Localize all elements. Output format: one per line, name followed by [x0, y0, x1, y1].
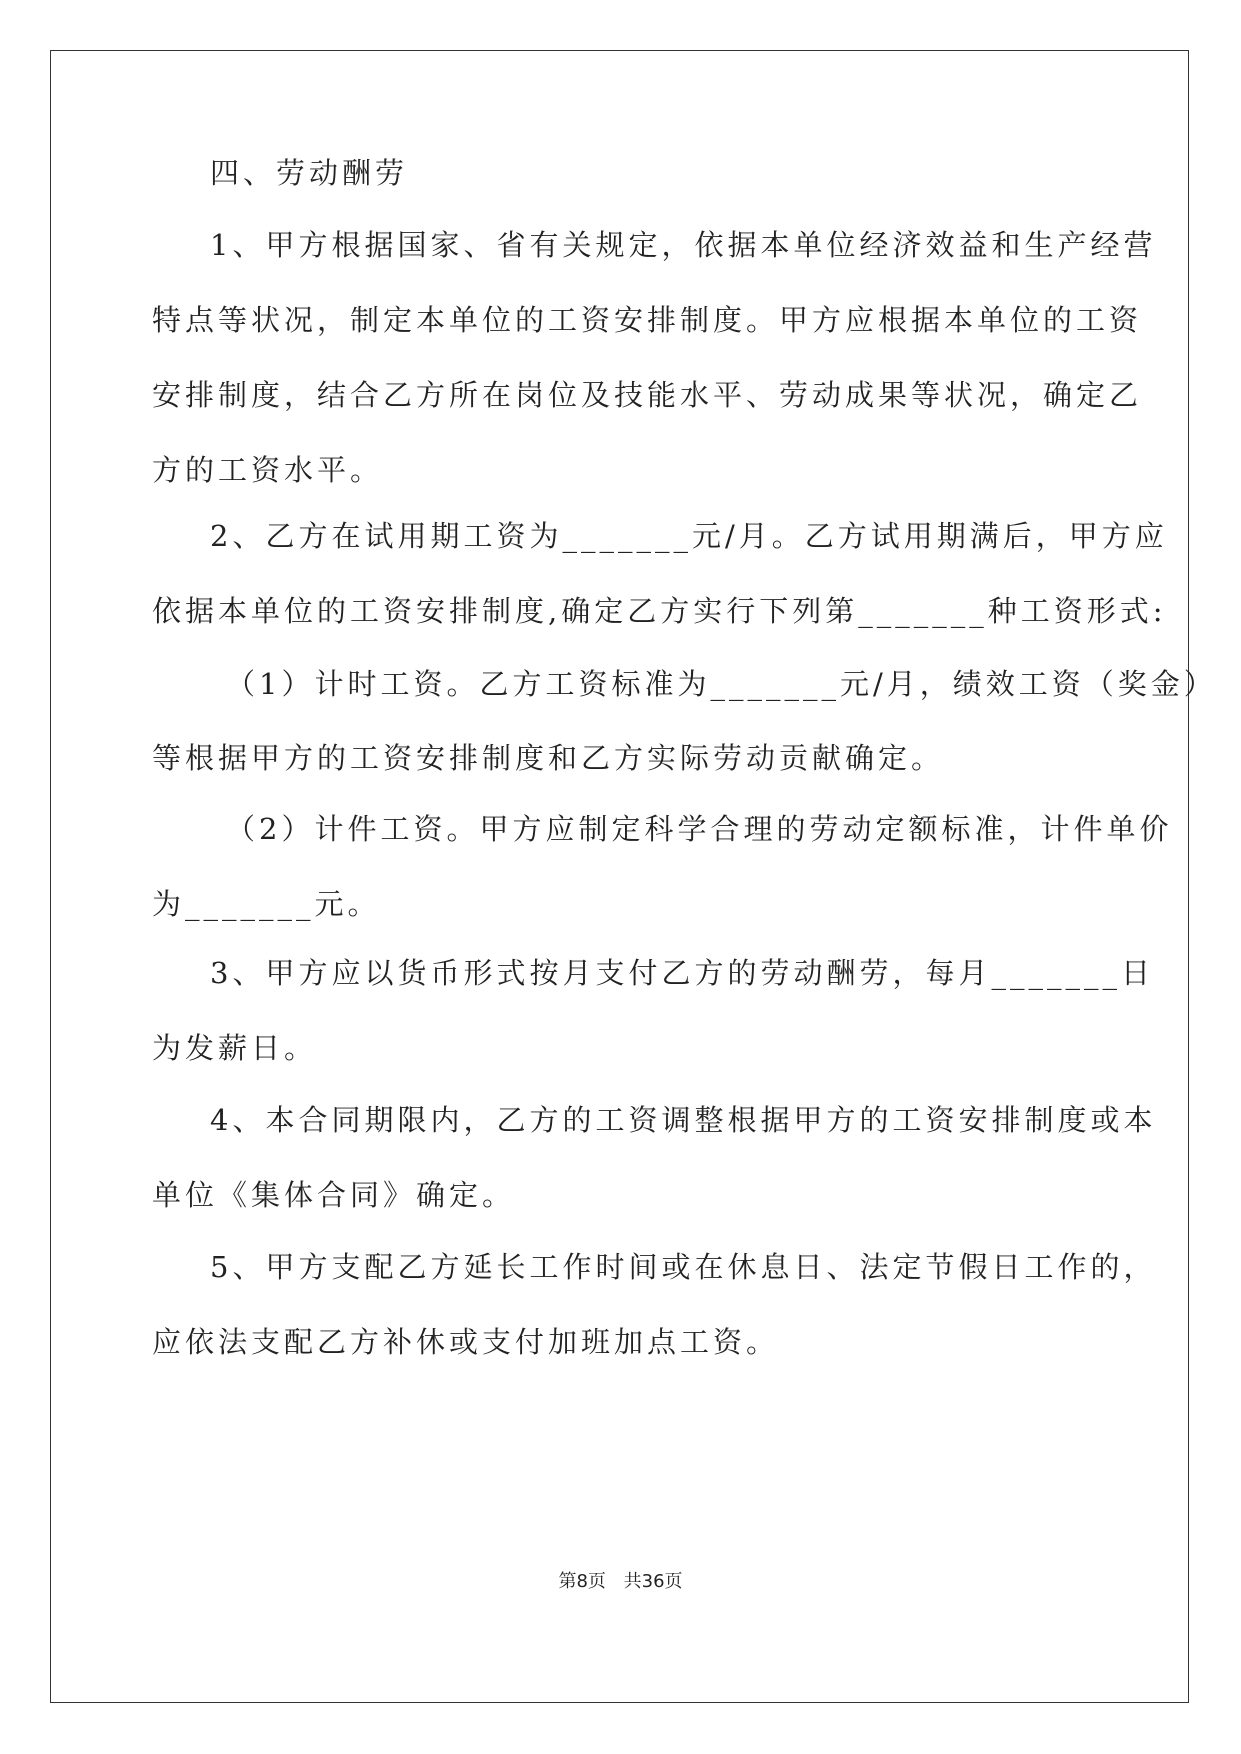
- paragraph-line: 方的工资水平。: [152, 453, 384, 487]
- paragraph-line: 为发薪日。: [152, 1031, 318, 1065]
- paragraph-line: 安排制度，结合乙方所在岗位及技能水平、劳动成果等状况，确定乙: [152, 378, 1143, 412]
- paragraph-line: 为_______元。: [152, 887, 381, 921]
- paragraph-line: 单位《集体合同》确定。: [152, 1178, 516, 1212]
- paragraph-line: 3、甲方应以货币形式按月支付乙方的劳动酬劳，每月_______日: [210, 956, 1154, 990]
- paragraph-line: 等根据甲方的工资安排制度和乙方实际劳动贡献确定。: [152, 741, 945, 775]
- paragraph-line: （1）计时工资。乙方工资标准为_______元/月，绩效工资（奖金）: [226, 667, 1217, 701]
- page-total: 共36页: [623, 1571, 683, 1592]
- paragraph-line: 5、甲方支配乙方延长工作时间或在休息日、法定节假日工作的，: [210, 1250, 1157, 1284]
- section-heading: 四、劳动酬劳: [210, 156, 409, 190]
- page-frame: [50, 50, 1189, 1703]
- paragraph-line: 2、乙方在试用期工资为_______元/月。乙方试用期满后，甲方应: [210, 519, 1168, 553]
- paragraph-line: 特点等状况，制定本单位的工资安排制度。甲方应根据本单位的工资: [152, 303, 1143, 337]
- paragraph-line: 依据本单位的工资安排制度,确定乙方实行下列第_______种工资形式:: [152, 594, 1167, 628]
- paragraph-line: 1、甲方根据国家、省有关规定，依据本单位经济效益和生产经营: [210, 228, 1157, 262]
- page-number: 第8页: [558, 1571, 606, 1592]
- page-footer: [0, 1567, 1241, 1593]
- paragraph-line: 4、本合同期限内，乙方的工资调整根据甲方的工资安排制度或本: [210, 1103, 1157, 1137]
- paragraph-line: （2）计件工资。甲方应制定科学合理的劳动定额标准，计件单价: [226, 812, 1173, 846]
- paragraph-line: 应依法支配乙方补休或支付加班加点工资。: [152, 1325, 780, 1359]
